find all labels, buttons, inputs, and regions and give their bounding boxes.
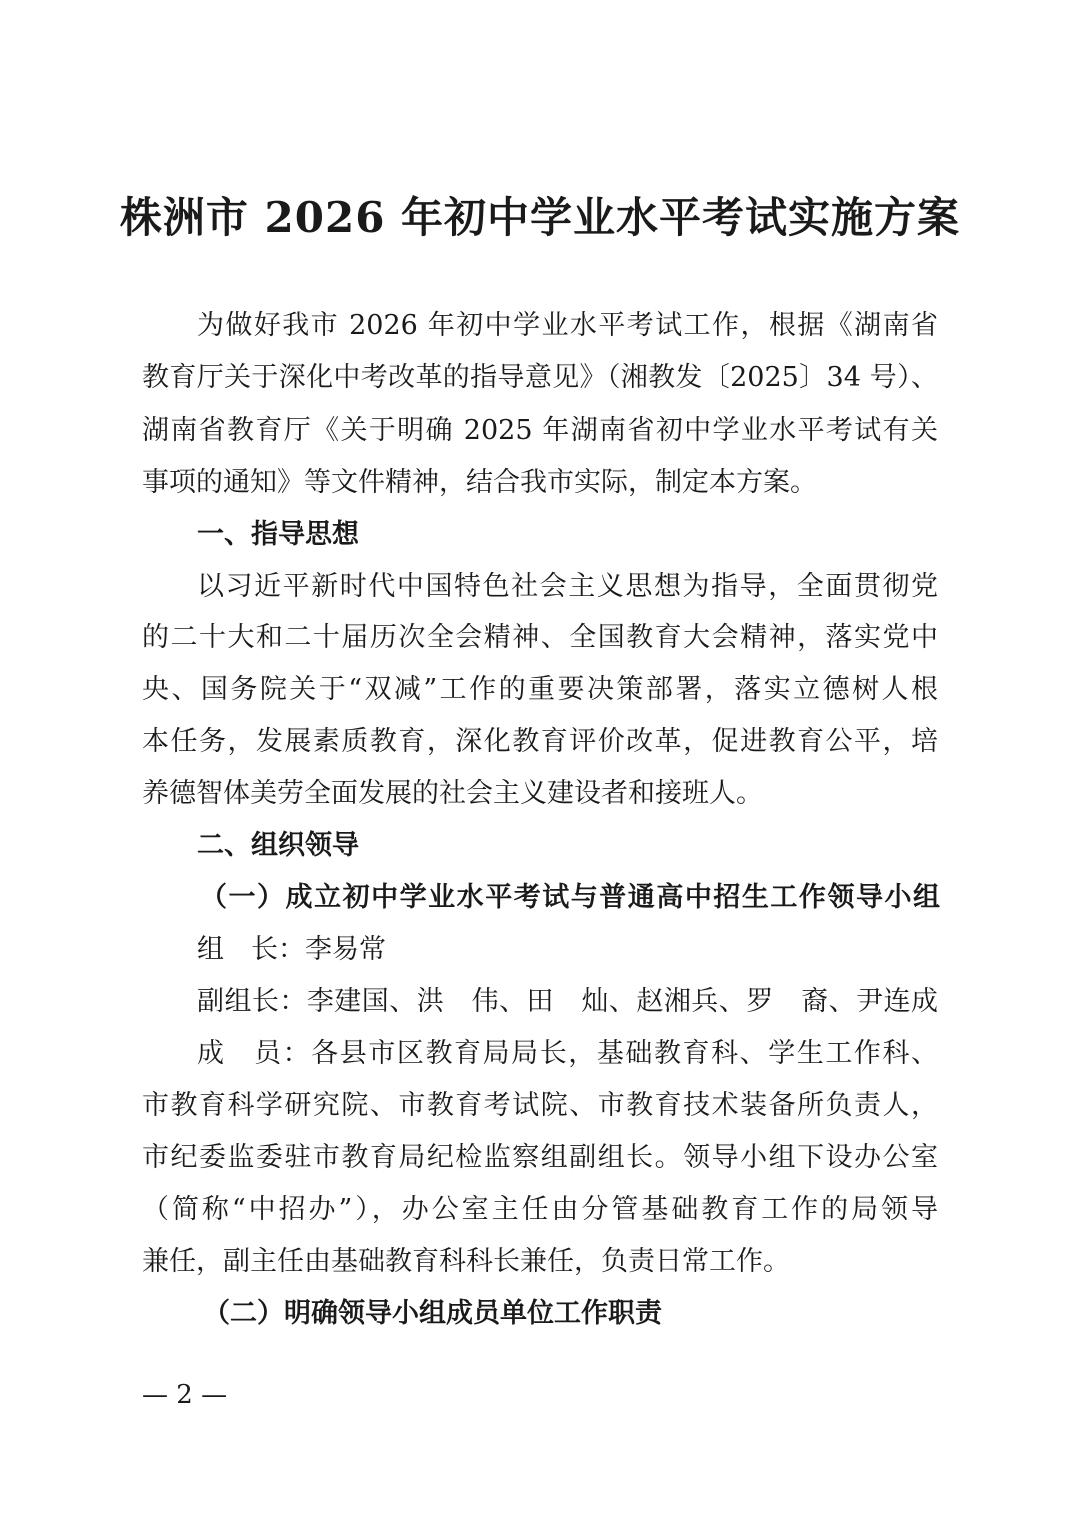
section-heading-guiding-ideology: 一、指导思想	[197, 519, 359, 550]
members-line-1: 成 员：各县市区教育局局长，基础教育科、学生工作科、	[197, 1038, 938, 1069]
members-line-3: 市纪委监委驻市教育局纪检监察组副组长。领导小组下设办公室	[142, 1142, 938, 1173]
sub-heading-leading-group: （一）成立初中学业水平考试与普通高中招生工作领导小组	[200, 882, 940, 913]
intro-line-1: 为做好我市 2026 年初中学业水平考试工作，根据《湖南省	[197, 310, 938, 341]
section1-line-5: 养德智体美劳全面发展的社会主义建设者和接班人。	[142, 778, 763, 809]
section-heading-organization: 二、组织领导	[197, 830, 359, 861]
page-number: — 2 —	[142, 1380, 228, 1410]
section1-line-3: 央、国务院关于“双减”工作的重要决策部署，落实立德树人根	[142, 674, 938, 705]
members-line-2: 市教育科学研究院、市教育考试院、市教育技术装备所负责人，	[142, 1090, 938, 1121]
members-line-5: 兼任，副主任由基础教育科科长兼任，负责日常工作。	[142, 1246, 790, 1277]
members-line-4: （简称“中招办”），办公室主任由分管基础教育工作的局领导	[142, 1194, 938, 1225]
section1-line-1: 以习近平新时代中国特色社会主义思想为指导，全面贯彻党	[197, 571, 938, 602]
section1-line-2: 的二十大和二十届历次全会精神、全国教育大会精神，落实党中	[142, 622, 938, 653]
intro-line-4: 事项的通知》等文件精神，结合我市实际，制定本方案。	[142, 467, 817, 498]
intro-line-2: 教育厅关于深化中考改革的指导意见》（湘教发〔2025〕34 号）、	[142, 362, 938, 393]
document-title: 株洲市 2026 年初中学业水平考试实施方案	[119, 193, 961, 242]
intro-line-3: 湖南省教育厅《关于明确 2025 年湖南省初中学业水平考试有关	[142, 415, 938, 446]
section1-line-4: 本任务，发展素质教育，深化教育评价改革，促进教育公平，培	[142, 726, 938, 757]
group-leader-line: 组 长：李易常	[197, 934, 386, 965]
deputy-leaders-line: 副组长：李建国、洪 伟、田 灿、赵湘兵、罗 裔、尹连成	[197, 986, 938, 1017]
sub-heading-responsibilities: （二）明确领导小组成员单位工作职责	[203, 1298, 662, 1329]
